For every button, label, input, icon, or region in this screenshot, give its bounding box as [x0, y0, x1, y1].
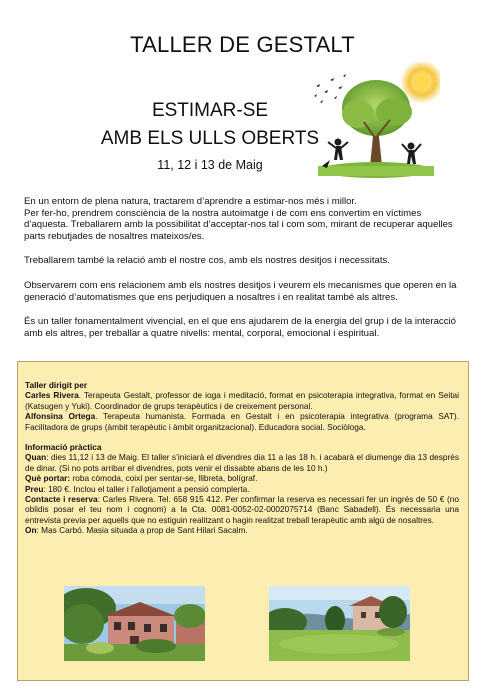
directors-heading: Taller dirigit per — [25, 380, 88, 390]
masia-house-photo — [64, 586, 205, 661]
paragraph-body: Observarem com ens relacionem amb els nostres desitjos i veurem els mecanismes que operen en la generació d’automatismes que ens perjudiquen a nosaltres i en realitat també als altres. — [24, 279, 457, 303]
paragraph-body: Treballarem també la relació amb el nostre cos, amb els nostres desitjos i necessitats. — [24, 255, 390, 267]
page-title: TALLER DE GESTALT — [130, 32, 355, 57]
event-dates: 11, 12 i 13 de Maig — [157, 158, 263, 172]
director-alfonsina: Alfonsina Ortega. Terapeuta humanista. Formada en Gestalt i en psicoterapia integrativa (programa SAT). Facilitadora de grups (àmbit terapèutic i àmbit organitzacional). Educadora social. Sociòloga. — [25, 411, 459, 432]
info-bring: Què portar: roba còmoda, coixí per sentar-se, llibreta, bolígraf. — [25, 473, 258, 484]
subtitle-line2: AMB ELS ULLS OBERTS — [100, 128, 320, 149]
paragraph-body: És un taller fonamentalment vivencial, en el que ens ajudarem de la energia del grup i de la interacció amb els altres, per treballar a quatre nivells: mental, corporal, emocional i espiritual. — [24, 316, 456, 339]
info-when: Quan: dies 11,12 i 13 de Maig. El taller s’iniciarà el divendres dia 11 a las 18 h. i acabarà el diumenge dia 13 desprès de dinar. (Si no pots arribar el divendres, pots venir el dissabte abans de les 10 h.) — [25, 452, 459, 473]
info-price: Preu: 180 €. Inclou el taller i l’allotjament a pensió complerta. — [25, 483, 250, 494]
paragraph-intro: En un entorn de plena natura, tractarem d’aprendre a estimar-nos més i millor. Per fer-ho, prendrem consciència de la nostra autoimatge i de com ens convertim en víctimes d’aquesta. Treballarem amb la possibilitat d’acceptar-nos tal i com som, mirant de recuperar aquelles parts rebutjades de nosaltres mateixos/es. — [24, 196, 453, 242]
description — [24, 196, 464, 352]
tree-sun-illustration — [310, 62, 440, 180]
info-heading: Informació pràctica — [25, 442, 102, 453]
subtitle-line1: ESTIMAR-SE — [151, 100, 269, 121]
info-where: On: Mas Carbó. Masia situada a prop de Sant Hilari Sacalm. — [25, 525, 248, 536]
info-contact: Contacte i reserva: Carles Rivera. Tel. 658 915 412. Per confirmar la reserva es necessari fer un ingrés de 50 € (no oblidis posar el teu nom i cognom) a la Cta. 0081-0052-02-0002075714 (Banc Sabadell). És necessaria una entrevista previa per aquells que no estiguin realitzant o hagin realitzat treball terapèutic amb algú de nosaltres. — [25, 494, 459, 525]
garden-lawn-photo — [269, 586, 410, 661]
director-carles: Carles Rivera. Terapeuta Gestalt, professor de ioga i meditació, format en psicoterapia integrativa, format en Seitai (Katsugen y Yuki). Coordinador de grups terapèutics i de creixement personal. — [25, 390, 459, 411]
